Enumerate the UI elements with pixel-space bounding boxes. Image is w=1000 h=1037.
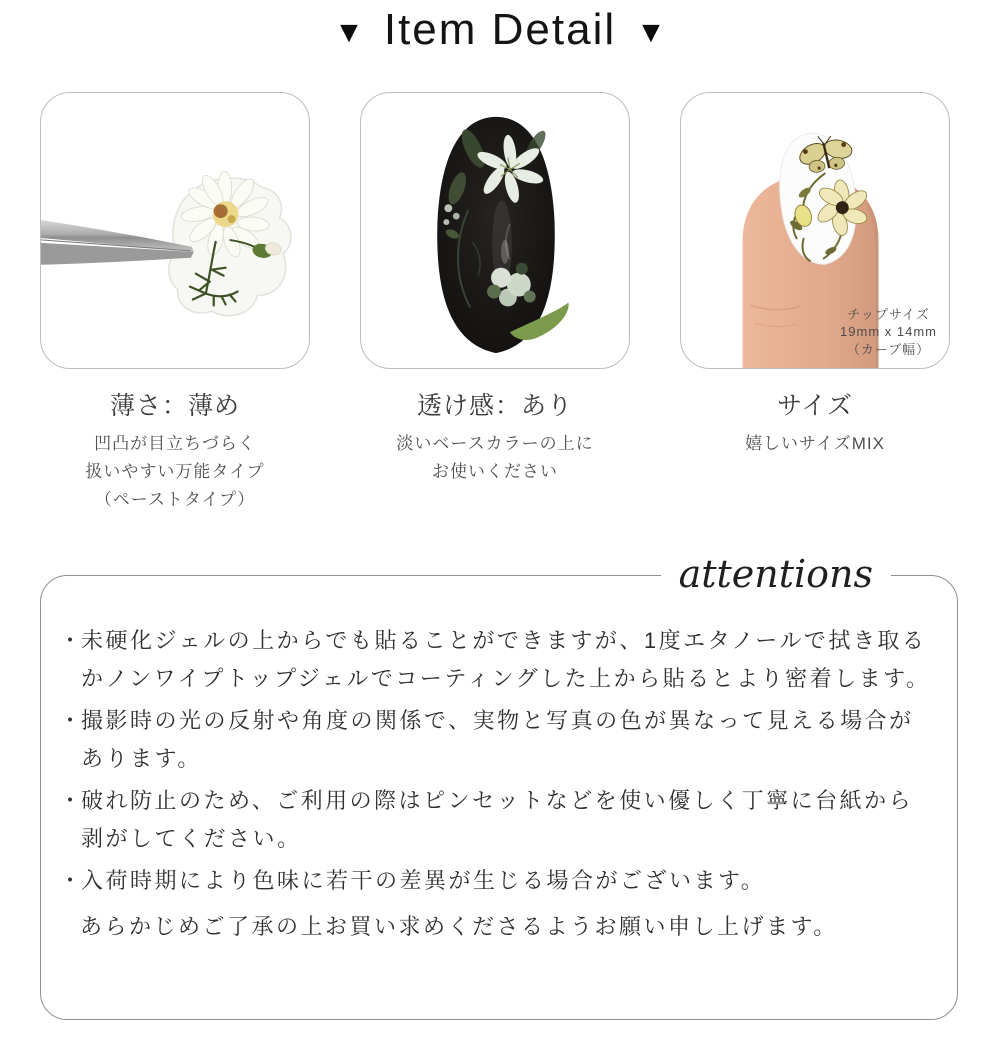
bullet-icon: ・ xyxy=(59,788,82,813)
attention-text: 未硬化ジェルの上からでも貼ることができますが、1度エタノールで拭き取るかノンワイプトップジェルでコーティングした上から貼るとより密着します。 xyxy=(81,628,931,691)
desc-line: 淡いベースカラーの上に xyxy=(396,434,594,453)
feature-desc-thickness xyxy=(40,430,310,514)
chip-size-line: チップサイズ xyxy=(847,306,930,322)
photo-black-nail-tip xyxy=(360,92,630,369)
feature-thickness xyxy=(40,92,310,514)
chip-size-line: （カーブ幅） xyxy=(846,341,931,357)
triangle-down-icon: ▼ xyxy=(636,16,666,50)
feature-transparency xyxy=(360,92,630,486)
attention-item xyxy=(59,862,931,900)
feature-title-thickness: 薄さ：薄め xyxy=(109,392,240,420)
desc-line: お使いください xyxy=(432,462,558,481)
attention-item xyxy=(59,622,931,698)
attention-item xyxy=(59,702,931,778)
tweezers-flower-illustration xyxy=(41,93,309,368)
attentions-footer: あらかじめご了承の上お買い求めくださるようお願い申し上げます。 xyxy=(80,914,838,939)
photo-tweezers-flower xyxy=(40,92,310,369)
desc-line: 嬉しいサイズMIX xyxy=(745,434,885,453)
section-header xyxy=(0,6,1000,54)
desc-line: 凹凸が目立ちづらく xyxy=(94,434,256,453)
feature-desc-size xyxy=(680,430,950,458)
attention-text: 破れ防止のため、ご利用の際はピンセットなどを使い優しく丁寧に台紙から剥がしてください。 xyxy=(81,788,914,851)
chip-size-line: 19mm x 14mm xyxy=(840,324,937,339)
desc-line: （ペーストタイプ） xyxy=(94,490,256,509)
page-title: Item Detail xyxy=(383,5,617,54)
photo-finger-nail-art xyxy=(680,92,950,369)
bullet-icon: ・ xyxy=(59,628,82,653)
feature-desc-transparency xyxy=(360,430,630,486)
feature-size xyxy=(680,92,950,458)
black-nail-illustration xyxy=(361,93,629,368)
attentions-box xyxy=(40,552,958,1020)
feature-title-size: サイズ xyxy=(776,392,853,420)
triangle-down-icon: ▼ xyxy=(334,16,364,50)
feature-title-transparency: 透け感：あり xyxy=(416,392,573,420)
attentions-label: attentions xyxy=(661,546,891,602)
attention-text: 入荷時期により色味に若干の差異が生じる場合がございます。 xyxy=(81,868,766,893)
attention-text: 撮影時の光の反射や角度の関係で、実物と写真の色が異なって見える場合があります。 xyxy=(81,708,914,771)
bullet-icon: ・ xyxy=(59,708,82,733)
attention-item xyxy=(59,782,931,858)
chip-size-note xyxy=(840,306,937,359)
bullet-icon: ・ xyxy=(59,868,82,893)
desc-line: 扱いやすい万能タイプ xyxy=(85,462,265,481)
